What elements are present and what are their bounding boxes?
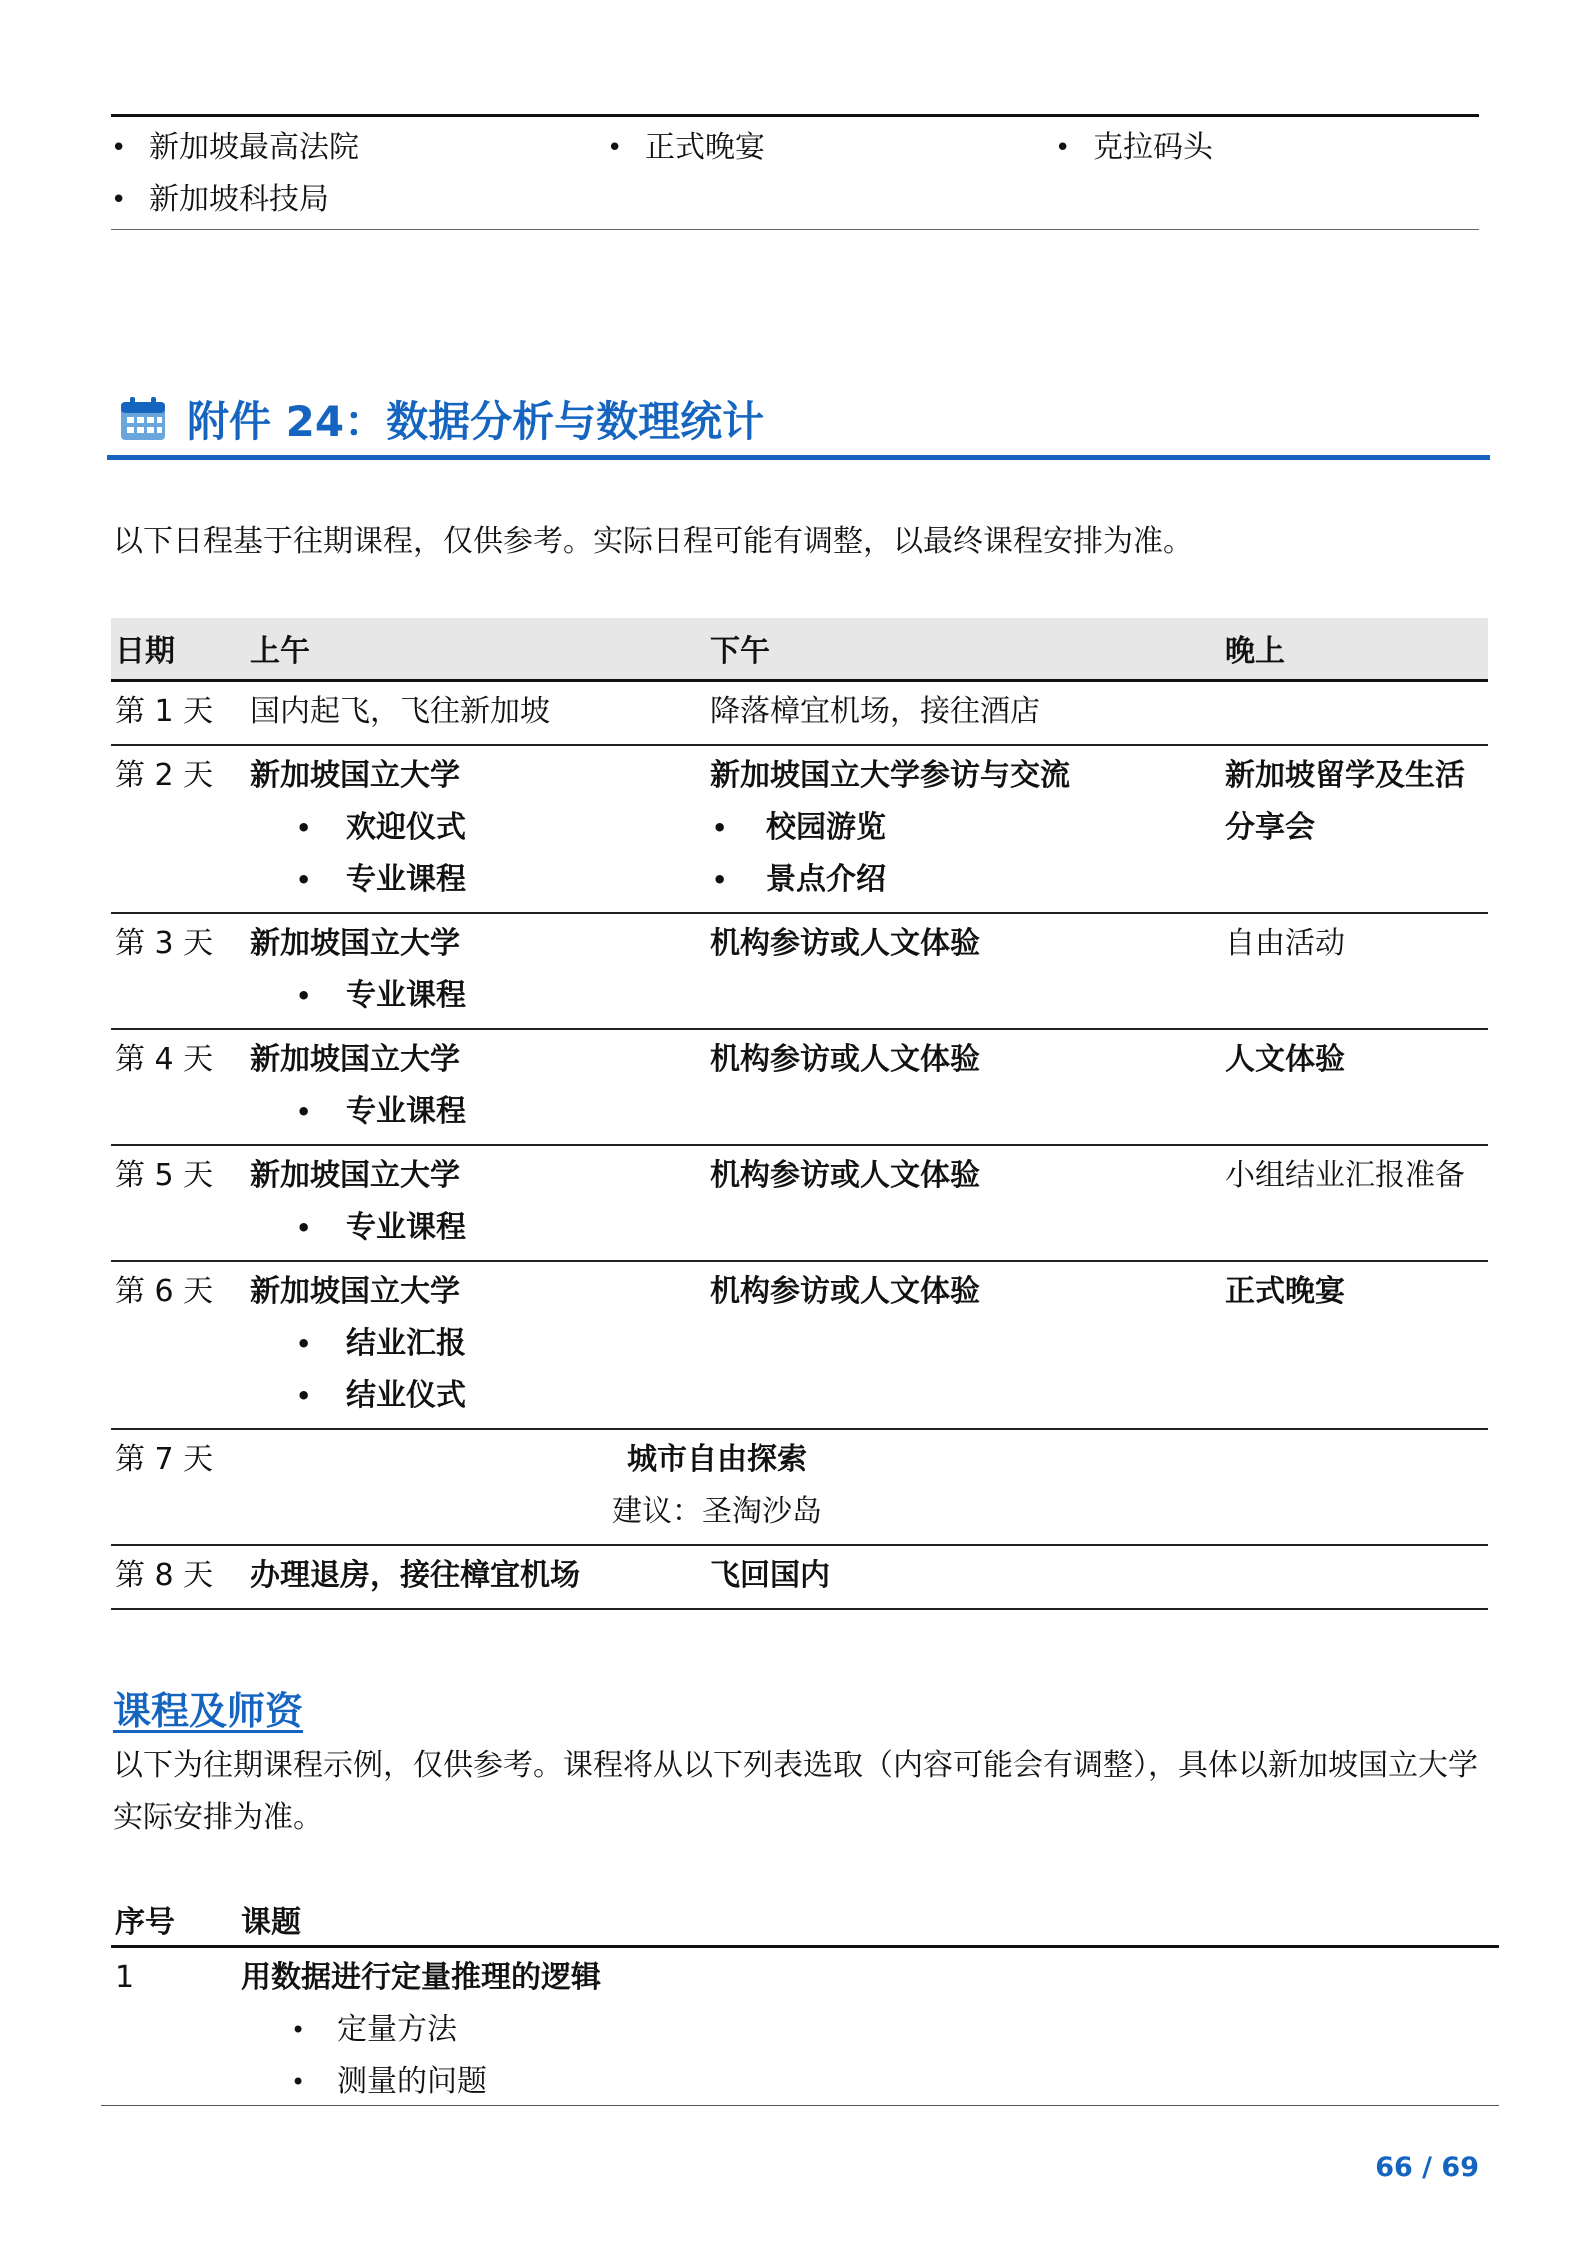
list-item: • 新加坡最高法院 bbox=[111, 130, 359, 165]
list-item: • 测量的问题 bbox=[241, 2056, 1499, 2108]
bullet-icon: • bbox=[607, 133, 623, 163]
day-cell: 第 7 天 bbox=[111, 1429, 246, 1545]
full-day-cell bbox=[246, 1429, 1488, 1545]
table-row bbox=[111, 913, 1488, 1029]
schedule-table bbox=[111, 618, 1488, 1610]
bullet-icon: • bbox=[296, 1213, 312, 1242]
morning-cell: 新加坡国立大学 • 欢迎仪式 • 专业课程 bbox=[246, 745, 706, 913]
list-item: • 正式晚宴 bbox=[607, 130, 765, 165]
morning-cell: 新加坡国立大学 • 专业课程 bbox=[246, 913, 706, 1029]
morning-cell: 国内起飞，飞往新加坡 bbox=[246, 680, 706, 745]
table-bottom-rule bbox=[101, 2105, 1499, 2106]
afternoon-cell: 机构参访或人文体验 bbox=[706, 913, 1221, 1029]
bullet-icon: • bbox=[111, 185, 127, 215]
list-item: • 结业汇报 bbox=[250, 1318, 706, 1370]
day-cell: 第 3 天 bbox=[111, 913, 246, 1029]
day-cell: 第 8 天 bbox=[111, 1545, 246, 1609]
list-item: • 专业课程 bbox=[250, 1086, 706, 1138]
afternoon-cell: 飞回国内 bbox=[706, 1545, 1221, 1609]
list-item: • 新加坡科技局 bbox=[111, 182, 329, 217]
list-item: • 专业课程 bbox=[250, 1202, 706, 1254]
afternoon-cell: 降落樟宜机场，接往酒店 bbox=[706, 680, 1221, 745]
evening-cell bbox=[1221, 1545, 1488, 1609]
day-cell: 第 6 天 bbox=[111, 1261, 246, 1429]
day-cell: 第 5 天 bbox=[111, 1145, 246, 1261]
header-evening: 晚上 bbox=[1221, 618, 1488, 680]
calendar-icon bbox=[119, 396, 167, 442]
bullet-icon: • bbox=[296, 865, 312, 894]
header-number: 序号 bbox=[111, 1894, 237, 1946]
section-heading bbox=[107, 382, 1490, 460]
header-topic: 课题 bbox=[237, 1894, 1499, 1946]
list-item: • 克拉码头 bbox=[1055, 130, 1213, 165]
evening-cell: 人文体验 bbox=[1221, 1029, 1488, 1145]
header-date: 日期 bbox=[111, 618, 246, 680]
list-item: • 专业课程 bbox=[250, 854, 706, 906]
afternoon-cell: 新加坡国立大学参访与交流 • 校园游览 • 景点介绍 bbox=[706, 745, 1221, 913]
course-table bbox=[111, 1894, 1499, 2108]
evening-cell: 正式晚宴 bbox=[1221, 1261, 1488, 1429]
morning-cell: 新加坡国立大学 • 专业课程 bbox=[246, 1029, 706, 1145]
evening-cell: 自由活动 bbox=[1221, 913, 1488, 1029]
intro-text: 以下日程基于往期课程，仅供参考。实际日程可能有调整，以最终课程安排为准。 bbox=[113, 524, 1193, 559]
table-row bbox=[111, 1946, 1499, 2108]
table-header-row bbox=[111, 618, 1488, 680]
section-title: 附件 24：数据分析与数理统计 bbox=[187, 396, 765, 446]
bullet-icon: • bbox=[296, 1381, 312, 1410]
bullet-icon: • bbox=[712, 813, 728, 842]
bullet-icon: • bbox=[712, 865, 728, 894]
table-row bbox=[111, 1545, 1488, 1609]
table-header-row bbox=[111, 1894, 1499, 1946]
list-item: • 欢迎仪式 bbox=[250, 802, 706, 854]
number-cell: 1 bbox=[115, 1959, 135, 1995]
list-item: • 定量方法 bbox=[241, 2004, 1499, 2056]
free-explore-title: 城市自由探索 bbox=[627, 1441, 807, 1477]
table-row bbox=[111, 1029, 1488, 1145]
bullet-icon: • bbox=[296, 981, 312, 1010]
list-item: • 结业仪式 bbox=[250, 1370, 706, 1422]
bullet-icon: • bbox=[111, 133, 127, 163]
header-afternoon: 下午 bbox=[706, 618, 1221, 680]
day-cell: 第 1 天 bbox=[111, 680, 246, 745]
table-row bbox=[111, 745, 1488, 913]
list-item: • 专业课程 bbox=[250, 970, 706, 1022]
table-row bbox=[111, 1261, 1488, 1429]
list-item: • 校园游览 bbox=[710, 802, 1221, 854]
topic-cell: 用数据进行定量推理的逻辑 • 定量方法 • 测量的问题 bbox=[237, 1946, 1499, 2108]
free-explore-note: 建议：圣淘沙岛 bbox=[612, 1493, 822, 1529]
morning-cell: 办理退房，接往樟宜机场 bbox=[246, 1545, 706, 1609]
header-morning: 上午 bbox=[246, 618, 706, 680]
list-item: • 景点介绍 bbox=[710, 854, 1221, 906]
courses-intro: 以下为往期课程示例，仅供参考。课程将从以下列表选取（内容可能会有调整），具体以新加坡国立大学实际安排为准。 bbox=[113, 1748, 1478, 1835]
table-row bbox=[111, 680, 1488, 745]
bullet-icon: • bbox=[296, 813, 312, 842]
table-row bbox=[111, 1145, 1488, 1261]
page-number: 66 / 69 bbox=[1375, 2152, 1479, 2183]
bullet-icon: • bbox=[296, 1329, 312, 1358]
morning-cell: 新加坡国立大学 • 专业课程 bbox=[246, 1145, 706, 1261]
bullet-icon: • bbox=[1055, 133, 1071, 163]
courses-heading: 课程及师资 bbox=[113, 1689, 304, 1733]
evening-cell bbox=[1221, 680, 1488, 745]
afternoon-cell: 机构参访或人文体验 bbox=[706, 1145, 1221, 1261]
afternoon-cell: 机构参访或人文体验 bbox=[706, 1029, 1221, 1145]
day-cell: 第 2 天 bbox=[111, 745, 246, 913]
bullet-icon: • bbox=[291, 2015, 306, 2044]
top-bullet-list bbox=[111, 114, 1479, 230]
afternoon-cell: 机构参访或人文体验 bbox=[706, 1261, 1221, 1429]
evening-cell: 小组结业汇报准备 bbox=[1221, 1145, 1488, 1261]
bullet-icon: • bbox=[296, 1097, 312, 1126]
evening-cell: 新加坡留学及生活 分享会 bbox=[1221, 745, 1488, 913]
table-row bbox=[111, 1429, 1488, 1545]
day-cell: 第 4 天 bbox=[111, 1029, 246, 1145]
bullet-icon: • bbox=[291, 2067, 306, 2096]
morning-cell: 新加坡国立大学 • 结业汇报 • 结业仪式 bbox=[246, 1261, 706, 1429]
